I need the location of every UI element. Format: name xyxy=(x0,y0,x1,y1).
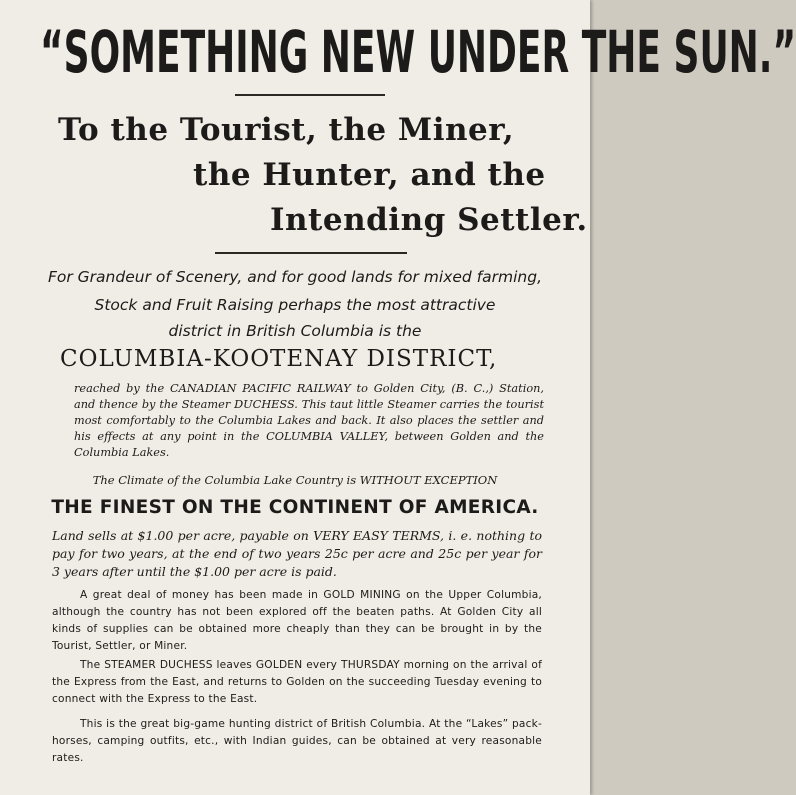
poster-title: “SOMETHING NEW UNDER THE SUN.” xyxy=(40,20,796,87)
lead-line-2: Stock and Fruit Raising perhaps the most attractive xyxy=(94,296,496,314)
headline-divider xyxy=(215,252,407,254)
gold-mining-text: A great deal of money has been made in GOLD MINING on the Upper Columbia, although the country has not been explored off the beaten paths. At Golden City all kinds of supplies can be obtained more cheaply than they can be brought in by the Tourist, Settler, or Miner. xyxy=(52,589,542,652)
gold-mining-paragraph xyxy=(52,587,542,655)
hunting-text: This is the great big-game hunting district of British Columbia. At the “Lakes” pack-horses, camping outfits, etc., with Indian guides, can be obtained at very reasonable rates. xyxy=(52,718,542,764)
reached-paragraph: reached by the CANADIAN PACIFIC RAILWAY to Golden City, (B. C.,) Station, and thence by the Steamer DUCHESS. This taut little Steamer carries the tourist most comfortably to the Columbia Lakes and back. It also places the settler and his effects at any point in the COLUMBIA VALLEY, between Golden and the Columbia Lakes. xyxy=(74,382,544,459)
hunting-paragraph xyxy=(52,716,542,767)
land-terms-paragraph: Land sells at $1.00 per acre, payable on VERY EASY TERMS, i. e. nothing to pay for two years, at the end of two years 25c per acre and 25c per year for 3 years after until the $1.00 per acre is paid. xyxy=(52,528,542,579)
finest-heading: THE FINEST ON THE CONTINENT OF AMERICA. xyxy=(51,497,539,518)
climate-line: The Climate of the Columbia Lake Country is WITHOUT EXCEPTION xyxy=(92,473,498,487)
title-divider xyxy=(235,94,385,96)
headline-line-3: Intending Settler. xyxy=(270,202,588,238)
district-name: COLUMBIA-KOOTENAY DISTRICT, xyxy=(60,346,498,372)
lead-line-3: district in British Columbia is the xyxy=(168,322,422,340)
lead-line-1: For Grandeur of Scenery, and for good lands for mixed farming, xyxy=(47,268,543,286)
steamer-paragraph xyxy=(52,657,542,708)
steamer-text: The STEAMER DUCHESS leaves GOLDEN every THURSDAY morning on the arrival of the Express from the East, and returns to Golden on the succeeding Tuesday evening to connect with the Express to the East. xyxy=(52,659,542,705)
headline-line-2: the Hunter, and the xyxy=(193,157,546,193)
headline-line-1: To the Tourist, the Miner, xyxy=(58,112,515,148)
